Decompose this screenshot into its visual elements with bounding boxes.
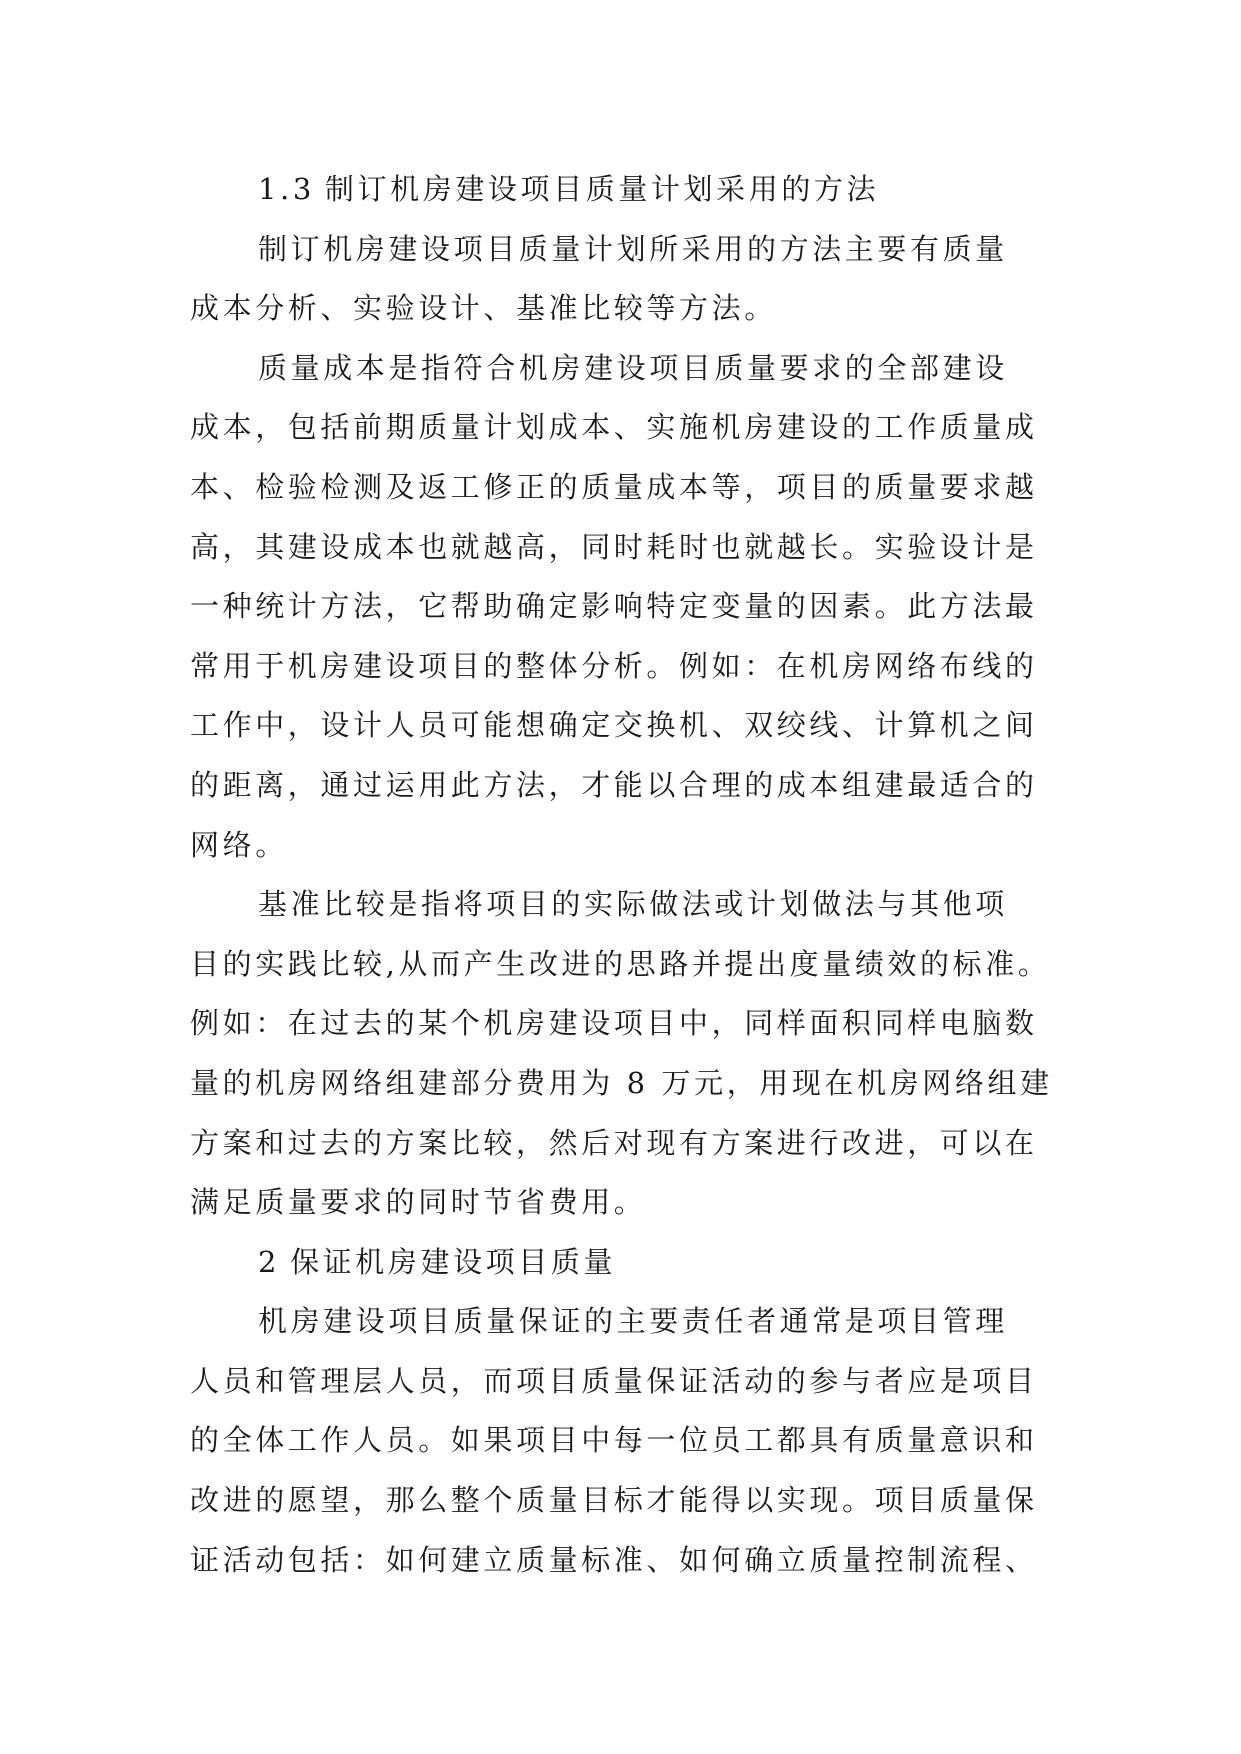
- paragraph-line: 本、检验检测及返工修正的质量成本等，项目的质量要求越: [190, 469, 1038, 504]
- paragraph-line: 的距离，通过运用此方法，才能以合理的成本组建最适合的: [190, 767, 1038, 802]
- paragraph-line: 质量成本是指符合机房建设项目质量要求的全部建设: [258, 350, 1008, 385]
- paragraph-line: 高，其建设成本也就越高，同时耗时也就越长。实验设计是: [190, 529, 1038, 564]
- paragraph-line: 机房建设项目质量保证的主要责任者通常是项目管理: [258, 1304, 1008, 1339]
- paragraph-line: 的全体工作人员。如果项目中每一位员工都具有质量意识和: [190, 1423, 1038, 1458]
- section-title: 制订机房建设项目质量计划采用的方法: [324, 172, 880, 206]
- paragraph-line: 制订机房建设项目质量计划所采用的方法主要有质量: [258, 231, 1008, 266]
- section-title: 保证机房建设项目质量: [290, 1244, 617, 1279]
- paragraph-line: 工作中，设计人员可能想确定交换机、双绞线、计算机之间: [190, 708, 1038, 743]
- paragraph-line: 一种统计方法，它帮助确定影响特定变量的因素。此方法最: [190, 589, 1038, 624]
- paragraph-quality-cost: [190, 339, 1052, 875]
- paragraph-line: 例如：在过去的某个机房建设项目中，同样面积同样电脑数: [190, 1006, 1038, 1041]
- section-number: 2: [258, 1244, 281, 1279]
- section-number: 1.3: [258, 172, 315, 206]
- paragraph-line: 常用于机房建设项目的整体分析。例如：在机房网络布线的: [190, 648, 1038, 683]
- paragraph-line: 量的机房网络组建部分费用为 8 万元，用现在机房网络组建: [190, 1065, 1053, 1100]
- paragraph-line: 基准比较是指将项目的实际做法或计划做法与其他项: [258, 887, 1008, 922]
- paragraph-line: 目的实践比较,从而产生改进的思路并提出度量绩效的标准。: [190, 946, 1051, 981]
- paragraph-line: 成本，包括前期质量计划成本、实施机房建设的工作质量成: [190, 410, 1038, 445]
- paragraph-line: 人员和管理层人员，而项目质量保证活动的参与者应是项目: [190, 1363, 1038, 1398]
- paragraph-benchmarking: [190, 875, 1052, 1233]
- section-heading-2: [190, 1233, 1052, 1293]
- paragraph-methods: [190, 220, 1052, 339]
- paragraph-line: 成本分析、实验设计、基准比较等方法。: [190, 291, 777, 326]
- paragraph-quality-assurance: [190, 1292, 1052, 1590]
- paragraph-line: 证活动包括：如何建立质量标准、如何确立质量控制流程、: [190, 1542, 1038, 1577]
- paragraph-line: 改进的愿望，那么整个质量目标才能得以实现。项目质量保: [190, 1483, 1038, 1518]
- paragraph-line: 方案和过去的方案比较，然后对现有方案进行改进，可以在: [190, 1125, 1038, 1160]
- section-heading-1-3: [190, 160, 1052, 220]
- document-body: [190, 160, 1052, 1590]
- paragraph-line: 满足质量要求的同时节省费用。: [190, 1185, 647, 1220]
- paragraph-line: 网络。: [190, 827, 288, 862]
